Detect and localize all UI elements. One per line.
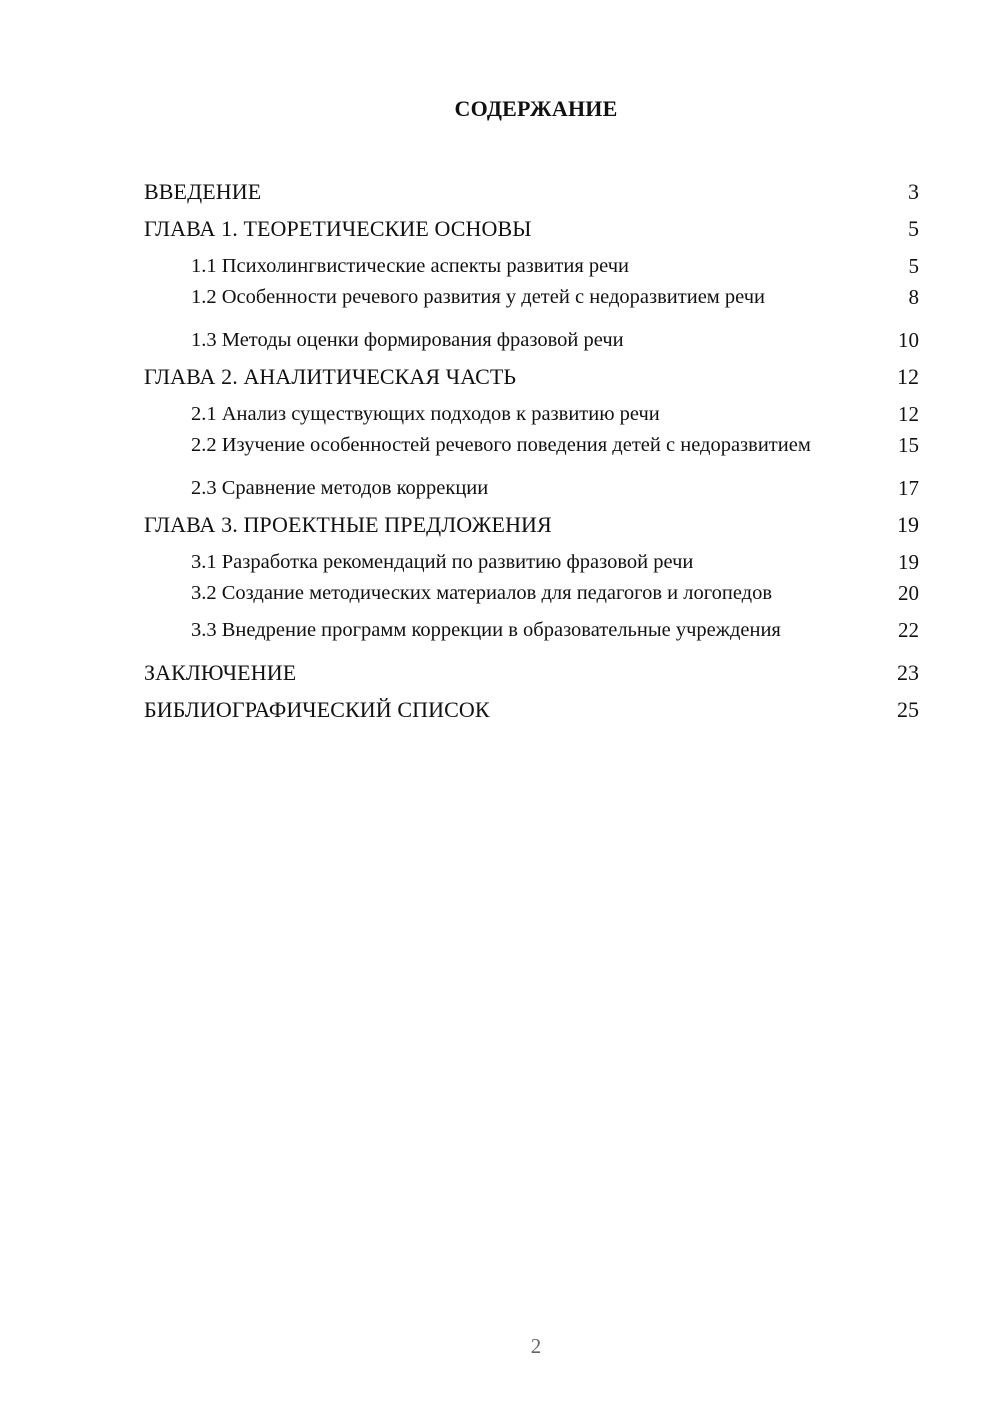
- toc-entry-label: 1.2 Особенности речевого развития у детей с недоразвитием речи: [191, 286, 766, 308]
- toc-entry-label: 2.3 Сравнение методов коррекции: [191, 477, 489, 499]
- toc-entry-label: ГЛАВА 3. ПРОЕКТНЫЕ ПРЕДЛОЖЕНИЯ: [144, 512, 552, 537]
- toc-entry-introduction[interactable]: [144, 170, 919, 207]
- toc-entry-section-1-1[interactable]: [144, 244, 919, 281]
- toc-entry-page: 3: [908, 179, 919, 204]
- toc-entry-page: 22: [898, 618, 919, 642]
- toc-entry-page: 20: [898, 581, 919, 605]
- toc-entry-section-1-2[interactable]: [144, 281, 919, 318]
- toc-entry-bibliography[interactable]: [144, 688, 919, 725]
- toc-entry-section-2-3[interactable]: [144, 466, 919, 503]
- page-number: 2: [530, 1334, 542, 1358]
- table-of-contents: [144, 170, 919, 725]
- toc-entry-page: 10: [898, 328, 919, 352]
- toc-entry-page: 25: [897, 697, 919, 722]
- toc-entry-chapter-3[interactable]: [144, 503, 919, 540]
- toc-entry-label: ГЛАВА 2. АНАЛИТИЧЕСКАЯ ЧАСТЬ: [144, 364, 517, 389]
- toc-entry-section-3-2[interactable]: [144, 577, 919, 614]
- toc-entry-label: 2.2 Изучение особенностей речевого поведения детей с недоразвитием: [191, 434, 811, 456]
- toc-entry-page: 5: [908, 254, 919, 278]
- toc-entry-label: ВВЕДЕНИЕ: [144, 179, 262, 204]
- toc-entry-label: 2.1 Анализ существующих подходов к развитию речи: [191, 403, 660, 425]
- toc-entry-section-3-3[interactable]: [144, 614, 919, 651]
- toc-entry-label: ГЛАВА 1. ТЕОРЕТИЧЕСКИЕ ОСНОВЫ: [144, 216, 532, 241]
- toc-entry-page: 23: [897, 660, 919, 685]
- toc-entry-label: 1.3 Методы оценки формирования фразовой речи: [191, 329, 624, 351]
- toc-entry-page: 8: [908, 285, 919, 309]
- toc-entry-label: ЗАКЛЮЧЕНИЕ: [144, 660, 297, 685]
- toc-entry-page: 15: [898, 433, 919, 457]
- toc-entry-page: 5: [908, 216, 919, 241]
- toc-entry-label: 3.1 Разработка рекомендаций по развитию фразовой речи: [191, 551, 694, 573]
- toc-title: СОДЕРЖАНИЕ: [454, 96, 618, 121]
- toc-entry-chapter-1[interactable]: [144, 207, 919, 244]
- toc-entry-page: 12: [897, 364, 919, 389]
- toc-entry-label: БИБЛИОГРАФИЧЕСКИЙ СПИСОК: [144, 697, 490, 722]
- toc-entry-page: 12: [898, 402, 919, 426]
- toc-entry-label: 3.3 Внедрение программ коррекции в образовательные учреждения: [191, 619, 781, 641]
- toc-entry-chapter-2[interactable]: [144, 355, 919, 392]
- toc-entry-page: 17: [898, 476, 919, 500]
- toc-entry-label: 3.2 Создание методических материалов для педагогов и логопедов: [191, 582, 773, 604]
- toc-entry-section-1-3[interactable]: [144, 318, 919, 355]
- toc-entry-conclusion[interactable]: [144, 651, 919, 688]
- toc-entry-label: 1.1 Психолингвистические аспекты развития речи: [191, 255, 630, 277]
- toc-entry-page: 19: [897, 512, 919, 537]
- toc-entry-section-3-1[interactable]: [144, 540, 919, 577]
- toc-entry-section-2-1[interactable]: [144, 392, 919, 429]
- toc-entry-page: 19: [898, 550, 919, 574]
- toc-entry-section-2-2[interactable]: [144, 429, 919, 466]
